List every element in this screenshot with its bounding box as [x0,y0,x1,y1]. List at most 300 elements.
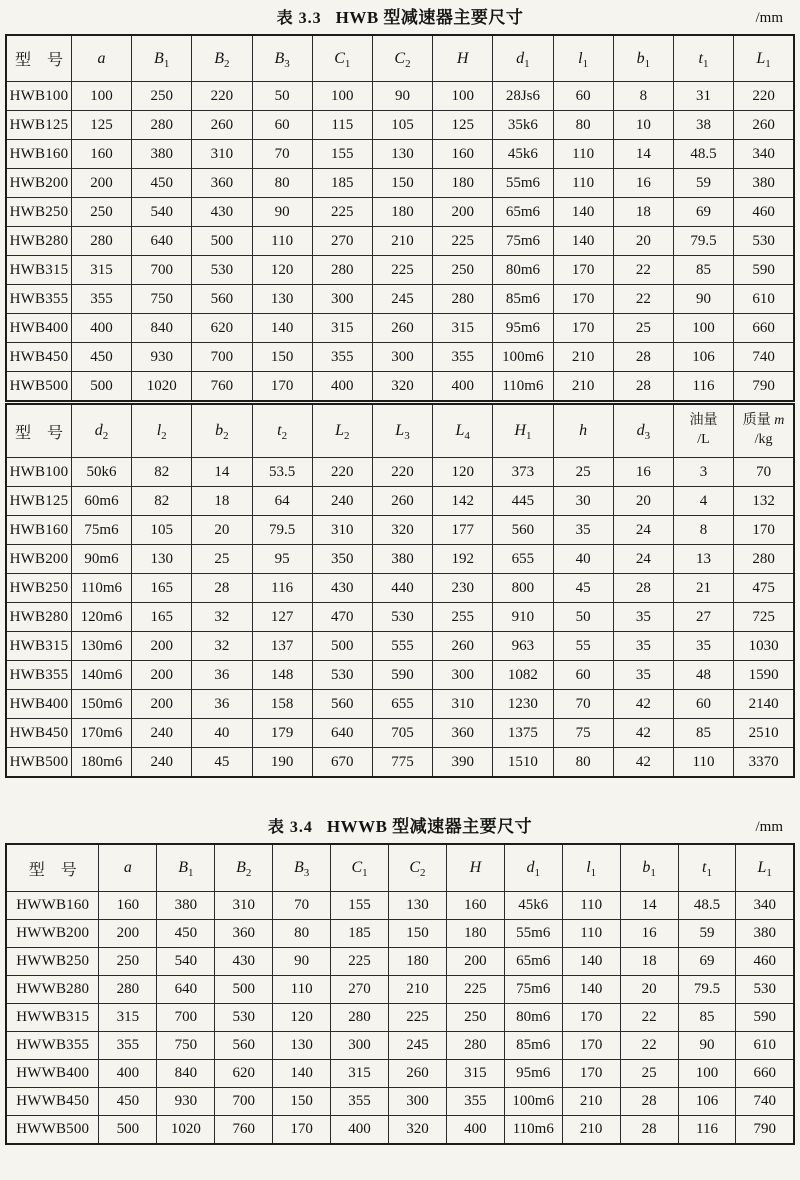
value-cell: 530 [192,256,252,285]
value-cell: 315 [331,1060,389,1088]
value-cell: 100 [71,82,131,111]
value-cell: 225 [372,256,432,285]
value-cell: 170 [562,1004,620,1032]
column-header: $L_2$ [312,403,372,458]
column-header: $C_2$ [372,35,432,82]
value-cell: 1020 [157,1116,215,1145]
value-cell: 22 [613,256,673,285]
value-cell: 42 [613,690,673,719]
value-cell: 170 [553,314,613,343]
table-row [6,372,794,403]
column-header: 质量 m /kg [734,403,794,458]
model-cell: HWB315 [6,256,71,285]
value-cell: 80m6 [493,256,553,285]
column-header: $C_1$ [312,35,372,82]
value-cell: 110 [562,892,620,920]
value-cell: 210 [372,227,432,256]
value-cell: 640 [312,719,372,748]
table-row [6,82,794,111]
value-cell: 930 [157,1088,215,1116]
value-cell: 100m6 [504,1088,562,1116]
value-cell: 100 [312,82,372,111]
value-cell: 180 [389,948,447,976]
model-cell: HWB315 [6,632,71,661]
value-cell: 180 [446,920,504,948]
value-cell: 360 [192,169,252,198]
value-cell: 430 [312,574,372,603]
value-cell: 790 [736,1116,794,1145]
value-cell: 530 [734,227,794,256]
value-cell: 670 [312,748,372,778]
value-cell: 192 [433,545,493,574]
value-cell: 280 [331,1004,389,1032]
model-cell: HWB160 [6,516,71,545]
model-cell: HWB450 [6,343,71,372]
table-3-4-caption-title: HWWB 型减速器主要尺寸 [326,817,533,836]
value-cell: 380 [157,892,215,920]
column-header: $L_1$ [734,35,794,82]
value-cell: 50k6 [71,458,131,487]
table-row [6,1004,794,1032]
value-cell: 42 [613,719,673,748]
value-cell: 165 [132,574,192,603]
value-cell: 530 [372,603,432,632]
value-cell: 35 [613,661,673,690]
value-cell: 225 [433,227,493,256]
value-cell: 320 [372,516,432,545]
value-cell: 120 [273,1004,331,1032]
value-cell: 14 [620,892,678,920]
model-cell: HWB500 [6,748,71,778]
value-cell: 760 [192,372,252,403]
value-cell: 35 [553,516,613,545]
value-cell: 373 [493,458,553,487]
value-cell: 80 [553,111,613,140]
value-cell: 125 [433,111,493,140]
value-cell: 355 [446,1088,504,1116]
value-cell: 80 [553,748,613,778]
value-cell: 8 [613,82,673,111]
column-header: $d_1$ [493,35,553,82]
value-cell: 315 [433,314,493,343]
value-cell: 28 [613,372,673,403]
table-row [6,458,794,487]
value-cell: 440 [372,574,432,603]
value-cell: 640 [132,227,192,256]
value-cell: 27 [673,603,733,632]
value-cell: 8 [673,516,733,545]
value-cell: 82 [132,458,192,487]
value-cell: 140 [562,976,620,1004]
value-cell: 110 [562,920,620,948]
value-cell: 150 [372,169,432,198]
value-cell: 60m6 [71,487,131,516]
value-cell: 90 [252,198,312,227]
model-cell: HWWB160 [6,892,99,920]
model-cell: HWWB250 [6,948,99,976]
value-cell: 59 [673,169,733,198]
column-header: $L_1$ [736,844,794,892]
column-header: $B_1$ [157,844,215,892]
value-cell: 148 [252,661,312,690]
value-cell: 310 [192,140,252,169]
model-column-header: 型 号 [6,35,71,82]
table-row [6,1060,794,1088]
value-cell: 200 [99,920,157,948]
value-cell: 120 [252,256,312,285]
value-cell: 660 [736,1060,794,1088]
value-cell: 360 [215,920,273,948]
value-cell: 79.5 [673,227,733,256]
value-cell: 36 [192,690,252,719]
value-cell: 35 [673,632,733,661]
value-cell: 79.5 [252,516,312,545]
table-row [6,603,794,632]
value-cell: 130 [389,892,447,920]
value-cell: 90 [273,948,331,976]
value-cell: 220 [734,82,794,111]
value-cell: 350 [312,545,372,574]
value-cell: 170 [553,285,613,314]
value-cell: 28 [192,574,252,603]
value-cell: 930 [132,343,192,372]
value-cell: 45k6 [504,892,562,920]
value-cell: 85 [673,256,733,285]
value-cell: 158 [252,690,312,719]
value-cell: 50 [252,82,312,111]
value-cell: 910 [493,603,553,632]
value-cell: 90 [673,285,733,314]
table-row [6,748,794,778]
value-cell: 110 [553,169,613,198]
column-header: a [71,35,131,82]
value-cell: 140 [553,227,613,256]
value-cell: 400 [331,1116,389,1145]
value-cell: 540 [157,948,215,976]
table-3-3-unit-label: /mm [755,10,783,26]
table-row [6,256,794,285]
value-cell: 100 [433,82,493,111]
value-cell: 28 [620,1116,678,1145]
value-cell: 132 [734,487,794,516]
value-cell: 620 [192,314,252,343]
value-cell: 70 [734,458,794,487]
table-row [6,920,794,948]
value-cell: 250 [433,256,493,285]
value-cell: 85 [678,1004,736,1032]
value-cell: 160 [71,140,131,169]
value-cell: 220 [192,82,252,111]
value-cell: 95m6 [493,314,553,343]
value-cell: 110 [673,748,733,778]
model-cell: HWB355 [6,661,71,690]
value-cell: 430 [215,948,273,976]
value-cell: 590 [372,661,432,690]
value-cell: 60 [553,661,613,690]
model-cell: HWWB400 [6,1060,99,1088]
value-cell: 280 [734,545,794,574]
value-cell: 400 [433,372,493,403]
value-cell: 130 [252,285,312,314]
value-cell: 14 [613,140,673,169]
value-cell: 28 [613,343,673,372]
value-cell: 315 [71,256,131,285]
value-cell: 22 [620,1004,678,1032]
column-header: $t_2$ [252,403,312,458]
value-cell: 90m6 [71,545,131,574]
value-cell: 116 [673,372,733,403]
value-cell: 170 [252,372,312,403]
value-cell: 1020 [132,372,192,403]
value-cell: 25 [553,458,613,487]
value-cell: 140 [562,948,620,976]
value-cell: 36 [192,661,252,690]
value-cell: 590 [736,1004,794,1032]
model-cell: HWB355 [6,285,71,314]
value-cell: 250 [132,82,192,111]
value-cell: 450 [71,343,131,372]
value-cell: 450 [99,1088,157,1116]
value-cell: 20 [620,976,678,1004]
value-cell: 13 [673,545,733,574]
value-cell: 10 [613,111,673,140]
value-cell: 963 [493,632,553,661]
value-cell: 700 [192,343,252,372]
value-cell: 20 [613,227,673,256]
value-cell: 69 [673,198,733,227]
value-cell: 38 [673,111,733,140]
value-cell: 280 [312,256,372,285]
value-cell: 70 [273,892,331,920]
value-cell: 130 [132,545,192,574]
table-row [6,227,794,256]
value-cell: 160 [433,140,493,169]
value-cell: 390 [433,748,493,778]
value-cell: 475 [734,574,794,603]
value-cell: 55 [553,632,613,661]
value-cell: 22 [620,1032,678,1060]
value-cell: 155 [312,140,372,169]
value-cell: 220 [312,458,372,487]
value-cell: 740 [736,1088,794,1116]
value-cell: 560 [493,516,553,545]
value-cell: 240 [132,748,192,778]
value-cell: 22 [613,285,673,314]
value-cell: 170 [273,1116,331,1145]
value-cell: 95m6 [504,1060,562,1088]
value-cell: 150 [273,1088,331,1116]
table-row [6,140,794,169]
value-cell: 500 [99,1116,157,1145]
value-cell: 110 [553,140,613,169]
model-cell: HWB160 [6,140,71,169]
value-cell: 530 [736,976,794,1004]
value-cell: 170 [553,256,613,285]
value-cell: 45 [192,748,252,778]
table-row [6,111,794,140]
value-cell: 69 [678,948,736,976]
value-cell: 355 [312,343,372,372]
value-cell: 270 [312,227,372,256]
value-cell: 50 [553,603,613,632]
table-row [6,1116,794,1145]
value-cell: 210 [553,343,613,372]
value-cell: 64 [252,487,312,516]
table-row [6,285,794,314]
value-cell: 255 [433,603,493,632]
model-cell: HWB200 [6,169,71,198]
value-cell: 200 [433,198,493,227]
value-cell: 48 [673,661,733,690]
value-cell: 55m6 [493,169,553,198]
column-header: $l_1$ [562,844,620,892]
column-header: $H_1$ [493,403,553,458]
value-cell: 245 [389,1032,447,1060]
model-column-header: 型 号 [6,403,71,458]
value-cell: 1030 [734,632,794,661]
value-cell: 280 [99,976,157,1004]
value-cell: 95 [252,545,312,574]
value-cell: 170 [562,1032,620,1060]
value-cell: 32 [192,603,252,632]
value-cell: 210 [562,1116,620,1145]
value-cell: 75m6 [493,227,553,256]
value-cell: 35 [613,632,673,661]
table-row [6,314,794,343]
model-cell: HWB400 [6,690,71,719]
value-cell: 79.5 [678,976,736,1004]
value-cell: 150 [389,920,447,948]
value-cell: 250 [99,948,157,976]
value-cell: 380 [736,920,794,948]
value-cell: 65m6 [493,198,553,227]
value-cell: 140m6 [71,661,131,690]
model-cell: HWB100 [6,458,71,487]
value-cell: 2510 [734,719,794,748]
value-cell: 750 [157,1032,215,1060]
value-cell: 760 [215,1116,273,1145]
value-cell: 1082 [493,661,553,690]
value-cell: 170 [562,1060,620,1088]
value-cell: 130m6 [71,632,131,661]
value-cell: 315 [312,314,372,343]
value-cell: 725 [734,603,794,632]
value-cell: 116 [252,574,312,603]
value-cell: 130 [372,140,432,169]
value-cell: 28 [620,1088,678,1116]
value-cell: 155 [331,892,389,920]
value-cell: 320 [389,1116,447,1145]
column-header: $L_3$ [372,403,432,458]
value-cell: 160 [99,892,157,920]
model-cell: HWB125 [6,487,71,516]
value-cell: 110 [252,227,312,256]
value-cell: 116 [678,1116,736,1145]
value-cell: 260 [372,487,432,516]
value-cell: 24 [613,545,673,574]
value-cell: 260 [192,111,252,140]
column-header-row [6,35,794,82]
value-cell: 35k6 [493,111,553,140]
value-cell: 225 [331,948,389,976]
value-cell: 24 [613,516,673,545]
value-cell: 60 [673,690,733,719]
column-header: $B_1$ [132,35,192,82]
value-cell: 250 [446,1004,504,1032]
table-row [6,661,794,690]
value-cell: 610 [734,285,794,314]
value-cell: 4 [673,487,733,516]
value-cell: 280 [71,227,131,256]
value-cell: 840 [132,314,192,343]
value-cell: 125 [71,111,131,140]
column-header: $C_1$ [331,844,389,892]
value-cell: 315 [99,1004,157,1032]
model-cell: HWB500 [6,372,71,403]
value-cell: 100 [673,314,733,343]
value-cell: 560 [312,690,372,719]
value-cell: 700 [215,1088,273,1116]
value-cell: 16 [613,169,673,198]
table-row [6,1032,794,1060]
value-cell: 14 [192,458,252,487]
model-cell: HWWB450 [6,1088,99,1116]
model-cell: HWB125 [6,111,71,140]
table-row [6,516,794,545]
value-cell: 140 [252,314,312,343]
table-row [6,487,794,516]
value-cell: 48.5 [678,892,736,920]
table-3-3-caption [5,5,795,31]
value-cell: 150 [252,343,312,372]
table-3-4-unit-label: /mm [755,819,783,835]
value-cell: 185 [312,169,372,198]
value-cell: 110m6 [493,372,553,403]
column-header: $l_1$ [553,35,613,82]
value-cell: 445 [493,487,553,516]
value-cell: 3370 [734,748,794,778]
table-row [6,574,794,603]
value-cell: 59 [678,920,736,948]
model-cell: HWB280 [6,603,71,632]
value-cell: 270 [331,976,389,1004]
value-cell: 160 [446,892,504,920]
value-cell: 1590 [734,661,794,690]
value-cell: 220 [372,458,432,487]
column-header: $l_2$ [132,403,192,458]
value-cell: 16 [620,920,678,948]
value-cell: 106 [678,1088,736,1116]
table-row [6,690,794,719]
column-header: a [99,844,157,892]
value-cell: 320 [372,372,432,403]
column-header: h [553,403,613,458]
value-cell: 450 [157,920,215,948]
value-cell: 360 [433,719,493,748]
value-cell: 28Js6 [493,82,553,111]
model-cell: HWB450 [6,719,71,748]
table-3-4-caption-number: 表 3.4 [267,819,313,836]
value-cell: 1230 [493,690,553,719]
value-cell: 25 [613,314,673,343]
value-cell: 190 [252,748,312,778]
value-cell: 32 [192,632,252,661]
value-cell: 790 [734,372,794,403]
value-cell: 355 [71,285,131,314]
column-header: H [433,35,493,82]
value-cell: 20 [613,487,673,516]
value-cell: 280 [132,111,192,140]
